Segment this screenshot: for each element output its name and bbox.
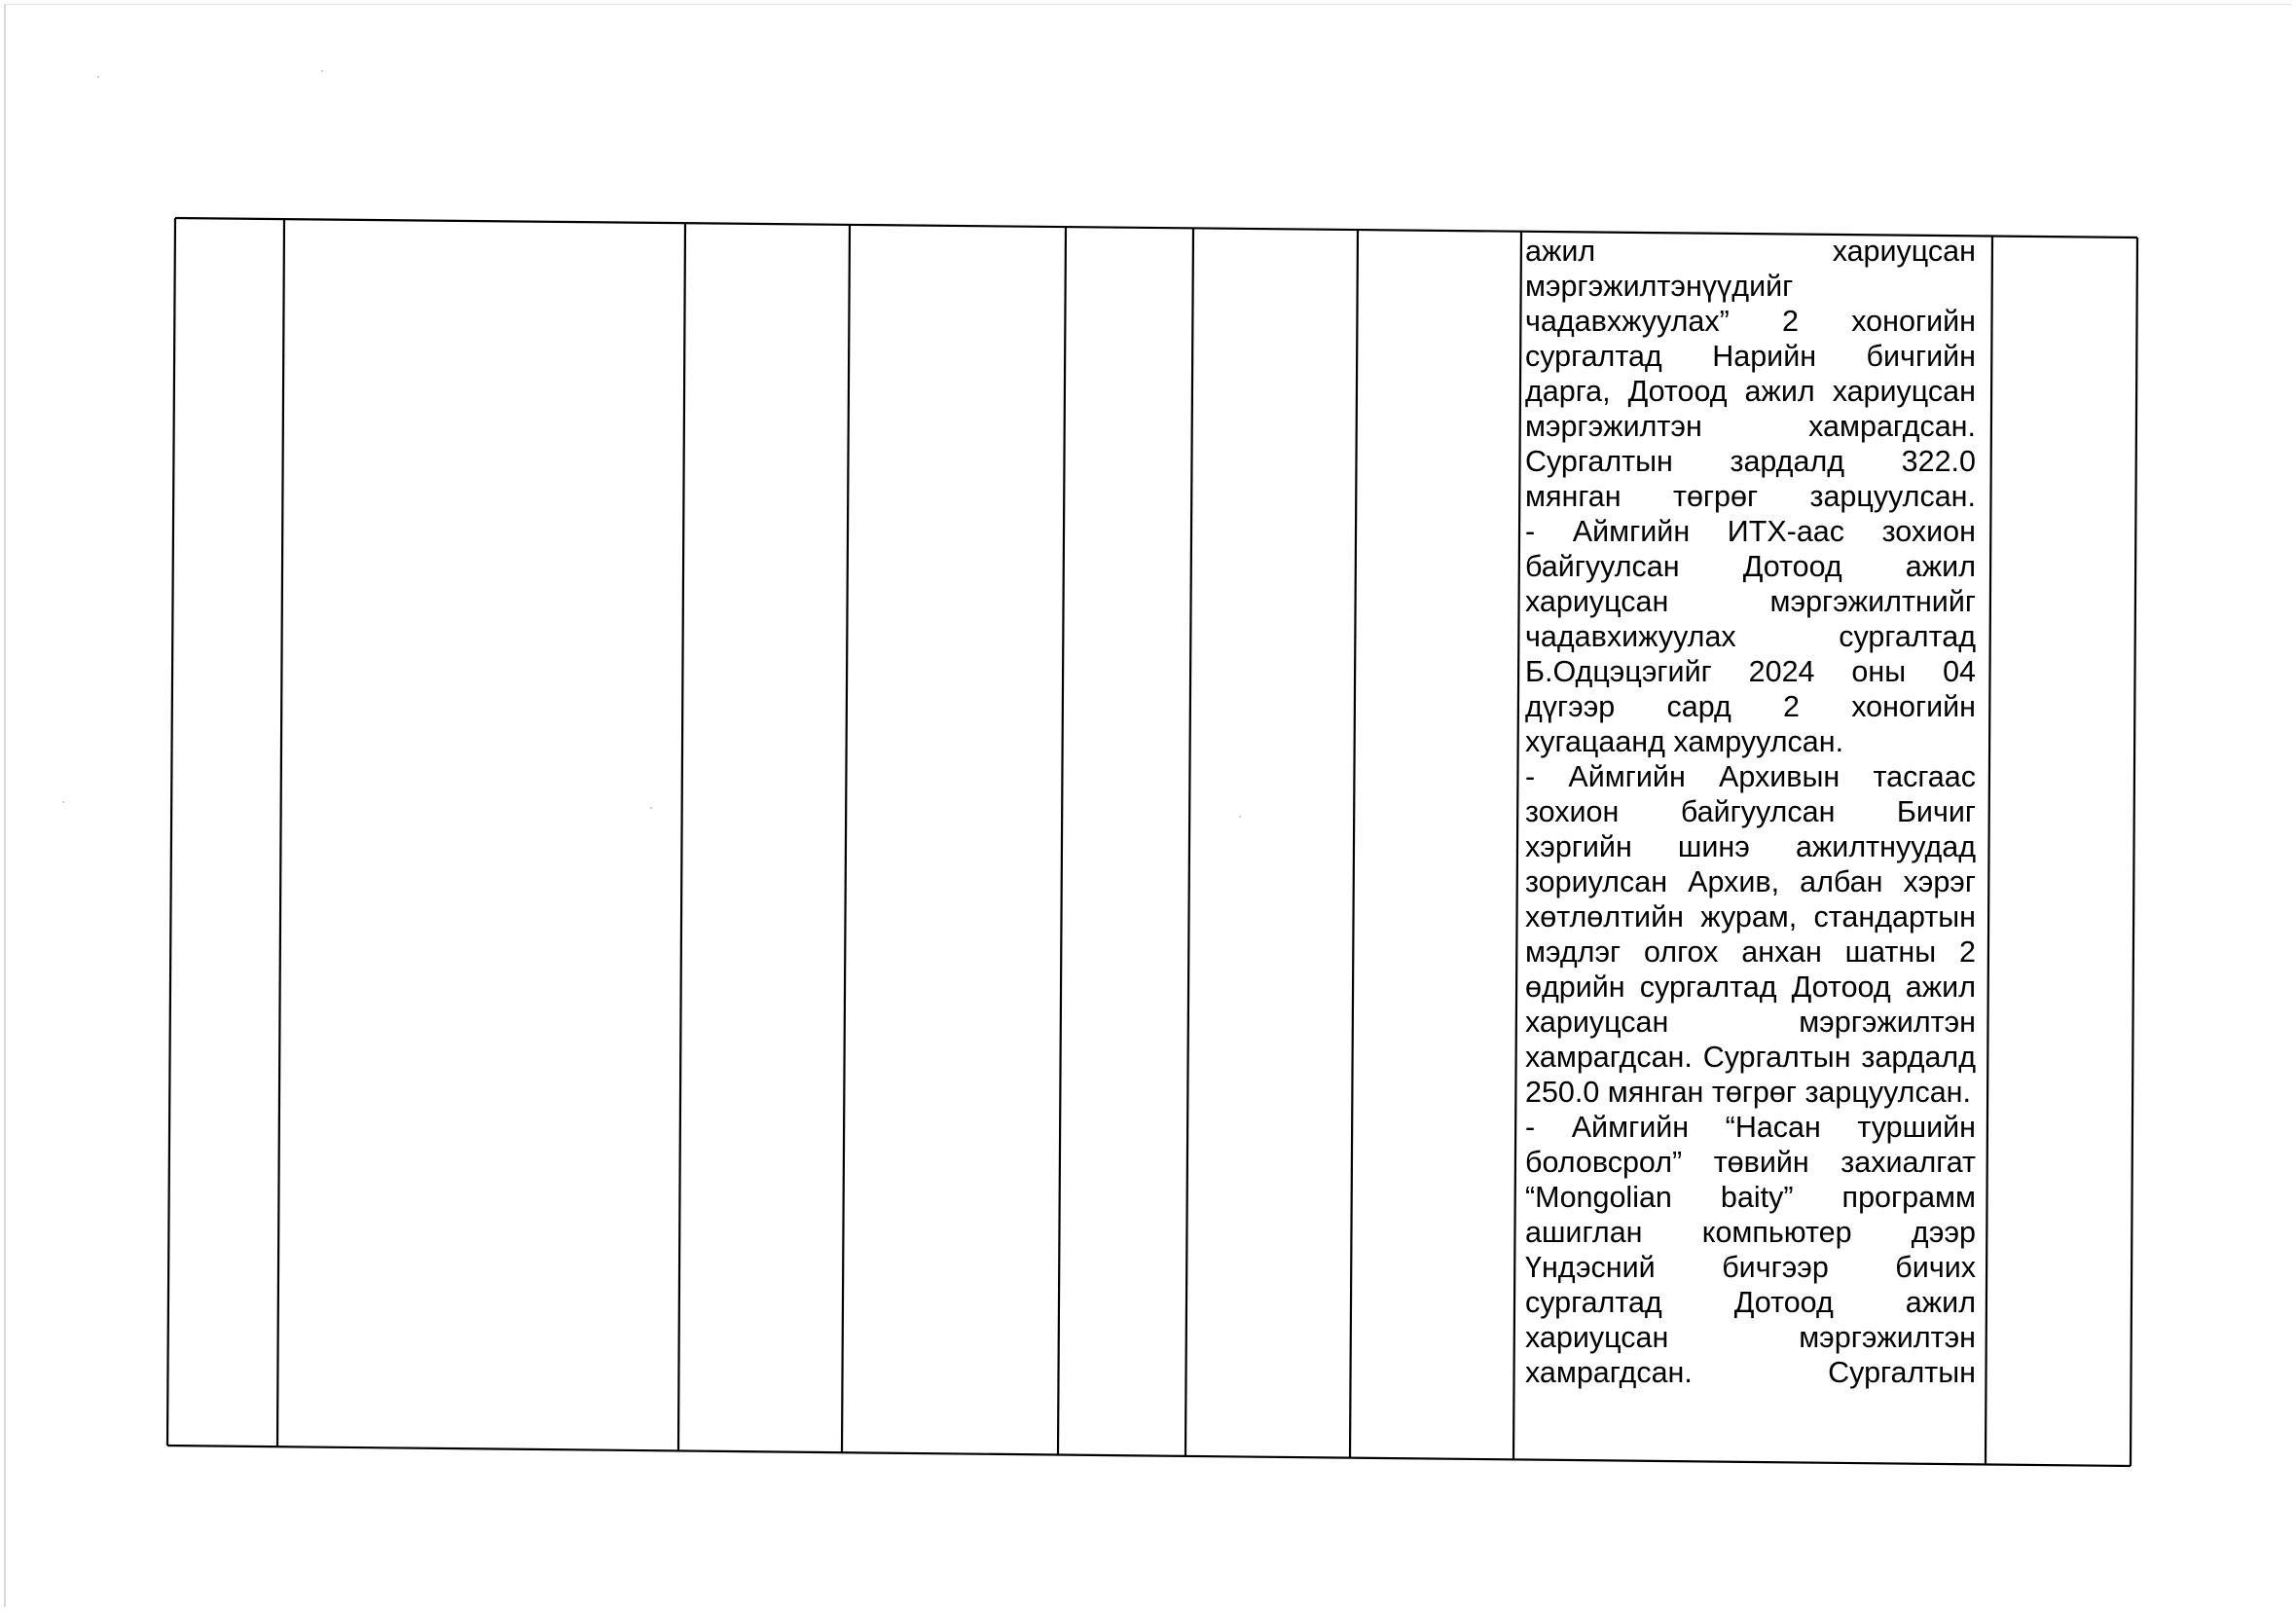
column-line-3 — [678, 223, 685, 1450]
column-line-8 — [1513, 232, 1521, 1460]
scan-speck — [321, 70, 323, 72]
report-cell-text — [1525, 234, 1976, 1390]
report-paragraph-2: - Аймгийн ИТХ-аас зохион байгуулсан Дотоод ажил хариуцсан мэргэжилтнийг чадавхижуулах сургалтад Б.Одцэцэгийг 2024 оны 04 дүгээр сард 2 хоногийн хугацаанд хамруулсан. — [1525, 515, 1976, 758]
scan-speck — [1239, 816, 1241, 818]
scan-speck — [97, 76, 99, 78]
table-bottom-border — [167, 1446, 2131, 1466]
report-paragraph-4: - Аймгийн “Насан туршийн боловсрол” төвийн захиалгат “Mongolian baity” программ ашиглан компьютер дээр Үндэсний бичгээр бичих сургалтад Дотоод ажил хариуцсан мэргэжилтэн хамрагдсан. Сургалтын — [1525, 1111, 1976, 1389]
column-line-7 — [1350, 230, 1358, 1458]
scan-speck — [650, 807, 652, 809]
report-paragraph-3: - Аймгийн Архивын тасгаас зохион байгуулсан Бичиг хэргийн шинэ ажилтнуудад зориулсан Архив, албан хэрэг хөтлөлтийн журам, стандартын мэдлэг олгох анхан шатны 2 өдрийн сургалтад Дотоод ажил хариуцсан мэргэжилтэн хамрагдсан. Сургалтын зардалд 250.0 мянган төгрөг зарцуулсан. — [1525, 760, 1976, 1109]
column-line-9 — [1986, 237, 1992, 1464]
column-line-10 — [2131, 238, 2137, 1466]
report-paragraph-1: ажил хариуцсан мэргэжилтэнүүдийг чадавхжуулах” 2 хоногийн сургалтад Нарийн бичгийн дарга, Дотоод ажил хариуцсан мэргэжилтэн хамрагдсан. Сургалтын зардалд 322.0 мянган төгрөг зарцуулсан. — [1525, 235, 1976, 513]
column-line-2 — [277, 219, 284, 1446]
column-line-6 — [1185, 229, 1193, 1456]
column-line-5 — [1058, 227, 1066, 1454]
column-line-1 — [167, 218, 175, 1446]
scan-speck — [62, 801, 64, 803]
column-line-4 — [842, 225, 850, 1452]
